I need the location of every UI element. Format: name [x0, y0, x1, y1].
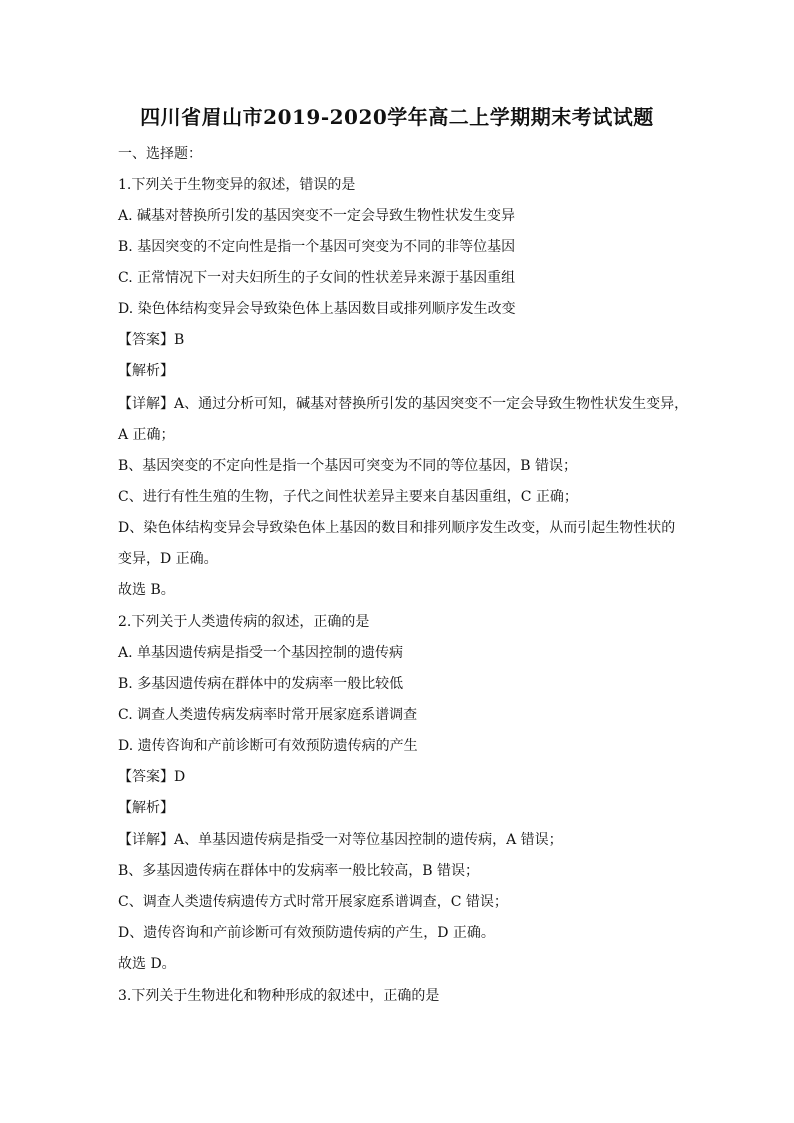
question-1-option-d: D. 染色体结构变异会导致染色体上基因数目或排列顺序发生改变	[118, 301, 516, 317]
question-1-explanation-line: D、染色体结构变异会导致染色体上基因的数目和排列顺序发生改变，从而引起生物性状的	[118, 520, 676, 536]
question-2-option-d: D. 遗传咨询和产前诊断可有效预防遗传病的产生	[118, 738, 418, 754]
question-2-option-a: A. 单基因遗传病是指受一个基因控制的遗传病	[118, 645, 404, 661]
question-1-explanation-line: A 正确；	[118, 427, 175, 443]
question-1-explanation-line: 【详解】A、通过分析可知，碱基对替换所引发的基因突变不一定会导致生物性状发生变异，	[118, 396, 689, 412]
question-1-explanation-line: 变异，D 正确。	[118, 551, 218, 567]
question-2-explanation-line: B、多基因遗传病在群体中的发病率一般比较高，B 错误；	[118, 863, 480, 879]
question-1-option-b: B. 基因突变的不定向性是指一个基因可突变为不同的非等位基因	[118, 239, 516, 255]
page-title: 四川省眉山市2019-2020学年高二上学期期末考试试题	[140, 105, 654, 129]
question-2-option-c: C. 调查人类遗传病发病率时常开展家庭系谱调查	[118, 707, 418, 723]
question-3-stem: 3.下列关于生物进化和物种形成的叙述中，正确的是	[118, 988, 440, 1004]
question-1-analysis-heading: 【解析】	[118, 363, 174, 379]
question-1-explanation-line: C、进行有性生殖的生物，子代之间性状差异主要来自基因重组，C 正确；	[118, 489, 578, 505]
question-2-explanation-line: C、调查人类遗传病遗传方式时常开展家庭系谱调查，C 错误；	[118, 894, 508, 910]
question-1-option-a: A. 碱基对替换所引发的基因突变不一定会导致生物性状发生变异	[118, 208, 516, 224]
question-2-option-b: B. 多基因遗传病在群体中的发病率一般比较低	[118, 676, 404, 692]
question-2-conclusion: 故选 D。	[118, 956, 176, 972]
question-1-answer: 【答案】B	[118, 332, 185, 348]
question-2-answer: 【答案】D	[118, 769, 186, 785]
question-2-explanation-line: D、遗传咨询和产前诊断可有效预防遗传病的产生，D 正确。	[118, 925, 495, 941]
section-heading: 一、选择题：	[118, 146, 202, 162]
question-2-analysis-heading: 【解析】	[118, 800, 174, 816]
question-1-conclusion: 故选 B。	[118, 582, 175, 598]
question-1-option-c: C. 正常情况下一对夫妇所生的子女间的性状差异来源于基因重组	[118, 270, 516, 286]
question-1-explanation-line: B、基因突变的不定向性是指一个基因可突变为不同的等位基因，B 错误；	[118, 458, 578, 474]
question-2-stem: 2.下列关于人类遗传病的叙述，正确的是	[118, 614, 370, 630]
question-2-explanation-line: 【详解】A、单基因遗传病是指受一对等位基因控制的遗传病，A 错误；	[118, 832, 563, 848]
question-1-stem: 1.下列关于生物变异的叙述，错误的是	[118, 177, 356, 193]
